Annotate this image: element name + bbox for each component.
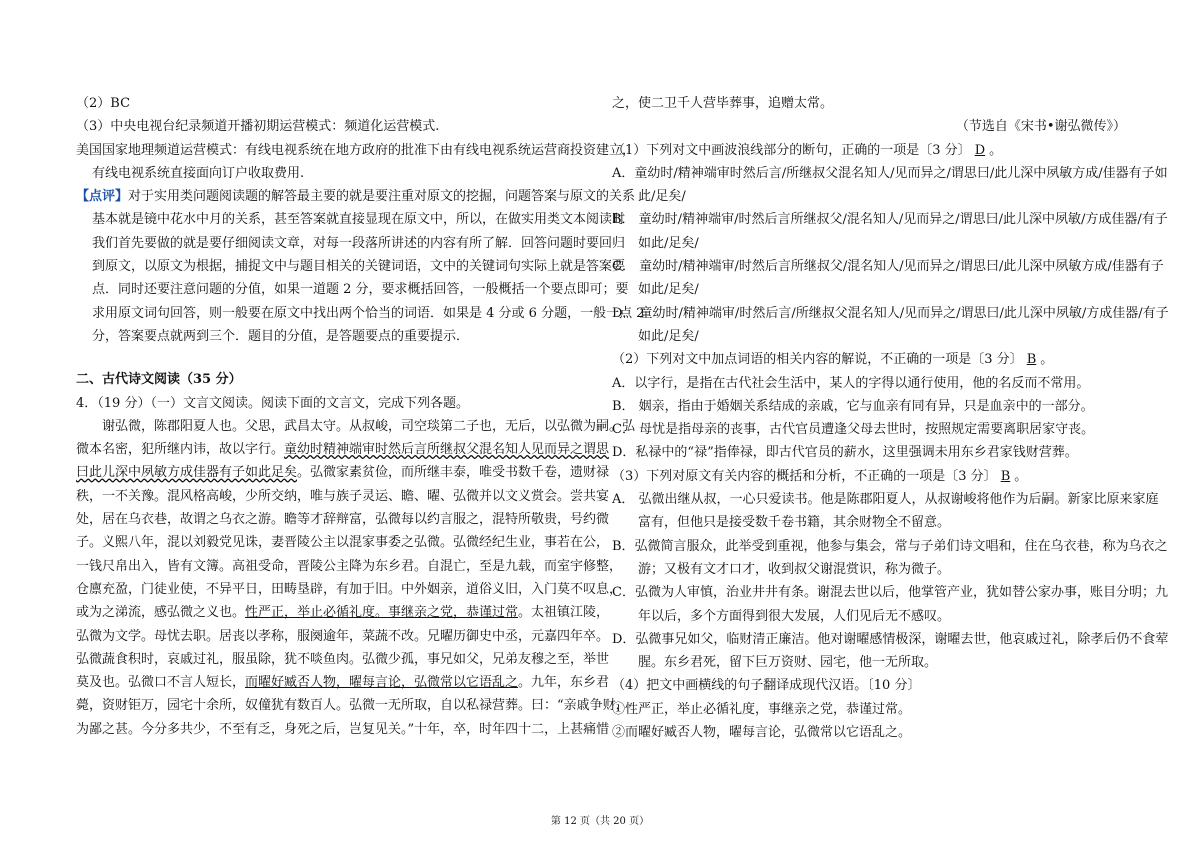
passage-line: 曰此儿深中夙敏方成佳器有子如此足矣。弘微家素贫俭，而所继丰泰，唯受书数千卷，遗财禄 (76, 465, 610, 481)
answer-line-2: （2）BC (76, 96, 131, 111)
underlined-sentence-1: 性严正，举止必循礼度。事继亲之党，恭谨过常 (245, 605, 519, 621)
comment-line-7: 分，答案要点就两到三个．题目的分值，是答题要点的重要提示． (92, 328, 470, 344)
passage-line: 莫及也。弘微口不言人短长，而曜好臧否人物，曜每言论，弘微常以它语乱之。九年，东乡君 (76, 675, 610, 691)
passage-line: 处，居在乌衣巷，故谓之乌衣之游。瞻等才辞辩富，弘微每以约言服之，混特所敬贵，号约微 (76, 512, 610, 528)
question-4-heading: 4．（19 分）（一）文言文阅读。阅读下面的文言文，完成下列各题。 (76, 395, 469, 411)
option-d: D． 童幼时/精神端审/时然后言/所继叔父混名知人/见而异之/谓思曰/此儿深中夙敏/方成佳器/有子 (612, 305, 1169, 321)
passage-line: 微本名密，犯所继内讳，故以字行。童幼时精神端审时然后言所继叔父混名知人见而异之谓思 (76, 442, 610, 458)
comment-text: 对于实用类问题阅读题的解答最主要的就是要注重对原文的挖掘，问题答案与原文的关系 (128, 189, 636, 205)
passage-line: 弘微蔬食积时，哀戚过礼，服虽除，犹不啖鱼肉。弘微少孤，事兄如父，兄弟友穆之至，举世 (76, 651, 610, 667)
answer-line-3b: 美国国家地理频道运营模式：有线电视系统在地方政府的批准下由有线电视系统运营商投资建立， (76, 142, 636, 158)
option-d-cont: 腥。东乡君死，留下巨万资财、园宅，他一无所取。 (638, 655, 938, 671)
option-b-cont: 游；又极有文才口才，收到叔父谢混赏识，称为微子。 (638, 561, 951, 577)
answer-line-3c: 有线电视系统直接面向订户收取费用. (92, 165, 305, 181)
wavy-underline-text: 童幼时精神端审时然后言所继叔父混名知人见而异之谓思 (284, 442, 610, 458)
option-b-cont: 如此/足矣/ (638, 235, 699, 251)
passage-line: 子。义熙八年，混以刘毅党见诛，妻晋陵公主以混家事委之弘微。弘微经纪生业，事若在公， (76, 535, 610, 551)
page-number-footer: 第 12 页（共 20 页） (550, 816, 650, 827)
comment-tag: 【点评】 (76, 189, 129, 205)
option-d-cont: 如此/足矣/ (638, 328, 699, 344)
option-d: D．私禄中的“禄”指俸禄，即古代官员的薪水，这里强调未用东乡君家钱财营葬。 (612, 445, 1078, 461)
left-column (76, 92, 645, 741)
option-b: B．弘微简言服众，此举受到重视，他参与集会，常与子弟们诗文唱和，住在乌衣巷，称为乌衣之 (612, 538, 1168, 554)
answer-blank: D (974, 142, 986, 158)
comment-line-6: 求用原文词句回答，则一般要在原文中找出两个恰当的词语．如果是 4 分或 6 分题，一般一点 2 (92, 305, 645, 321)
section-title: 二、古代诗文阅读（35 分） (76, 372, 242, 388)
passage-line: 谢弘微，陈郡阳夏人也。父思，武昌太守。从叔峻，司空琰第二子也，无后，以弘微为嗣。弘 (102, 418, 636, 434)
option-c-cont: 如此/足矣/ (638, 282, 699, 298)
passage-line: 秩，一不关豫。混风格高峻，少所交纳，唯与族子灵运、瞻、曜、弘微并以文义赏会。尝共宴 (76, 488, 610, 504)
answer-blank: B (1026, 352, 1037, 368)
answer-line-3: （3）中央电视台纪录频道开播初期运营模式：频道化运营模式. (76, 119, 440, 135)
option-a-cont: 此/足矣/ (638, 189, 686, 205)
passage-line: 一钱尺帛出入，皆有文簿。高祖受命，晋陵公主降为东乡君。自混亡，至是九载，而室宇修整， (76, 558, 623, 574)
comment-line-1 (76, 185, 636, 208)
question-4-translate: （4）把文中画横线的句子翻译成现代汉语。〔10 分〕 (612, 678, 921, 694)
option-c-cont: 年以后，多个方面得到很大发展，人们见后无不感叹。 (638, 608, 951, 624)
source-citation: （节选自《宋书•谢弘微传》） (955, 119, 1126, 135)
passage-line: 之，使二卫千人营毕葬事，追赠太常。 (612, 96, 834, 111)
wavy-underline-text: 曰此儿深中夙敏方成佳器有子如此足矣 (76, 465, 298, 481)
comment-line-2: 基本就是镜中花水中月的关系，甚至答案就直接显现在原文中，所以，在做实用类文本阅读时 (92, 212, 626, 228)
answer-blank: B (1000, 468, 1011, 484)
passage-line: 为鄙之甚。今分多共少，不至有乏，身死之后，岂复见关。”十年，卒，时年四十二，上甚痛惜 (76, 721, 610, 737)
translation-answer-2: ②而曜好臧否人物，曜每言论，弘微常以它语乱之。 (612, 725, 912, 741)
right-column (612, 92, 1169, 744)
passage-line: 或为之涕流，感弘微之义也。性严正，举止必循礼度。事继亲之党，恭谨过常。太祖镇江陵， (76, 605, 610, 621)
passage-line: 薨，资财钜万，园宅十余所，奴僮犹有数百人。弘微一无所取，自以私禄营葬。曰：“亲戚争财， (76, 698, 629, 714)
option-b: B． 姻亲，指由于婚姻关系结成的亲戚，它与血亲有同有异，只是血亲中的一部分。 (612, 398, 1094, 414)
option-a: A． 弘微出继从叔，一心只爱读书。他是陈郡阳夏人，从叔谢峻将他作为后嗣。新家比原来家庭 (612, 492, 1159, 508)
comment-line-4: 到原文，以原文为根据，捕捉文中与题目相关的关键词语，文中的关键词句实际上就是答案要 (92, 259, 626, 275)
question-2: （2）下列对文中加点词语的相关内容的解说，不正确的一项是〔3 分〕 B 。 (612, 352, 1054, 368)
translation-answer-1: ①性严正，举止必循礼度，事继亲之党，恭谨过常。 (612, 701, 912, 717)
comment-line-3: 我们首先要做的就是要仔细阅读文章，对每一段落所讲述的内容有所了解．回答问题时要回归 (92, 235, 626, 251)
question-3: （3）下列对原文有关内容的概括和分析，不正确的一项是〔3 分〕 B 。 (612, 468, 1028, 484)
passage-line: 弘微为文学。母忧去职。居丧以孝称，服阕逾年，菜蔬不改。兄曜历御史中丞，元嘉四年卒。 (76, 628, 610, 644)
option-b: B． 童幼时/精神端审/时然后言所继叔父/混名知人/见而异之/谓思曰/此儿深中夙敏/方成佳器/有子 (612, 212, 1168, 228)
option-d: D．弘微事兄如父，临财清正廉洁。他对谢曜感情极深，谢曜去世，他哀戚过礼，除孝后仍不食荤 (612, 631, 1169, 647)
option-a: A．以字行，是指在古代社会生活中，某人的字得以通行使用，他的名反而不常用。 (612, 375, 1090, 391)
question-1: （1）下列对文中画波浪线部分的断句，正确的一项是〔3 分〕 D 。 (612, 142, 1003, 158)
option-c: C． 童幼时/精神端审/时然后言所继叔父/混名知人/见而异之/谓思曰/此儿深中夙敏方成/佳器有子 (612, 259, 1164, 275)
option-a: A．童幼时/精神端审时然后言/所继叔父混名知人/见而异之/谓思曰/此儿深中夙敏方成/佳器有子如 (612, 165, 1168, 181)
passage-line: 仓廪充盈，门徒业使，不异平日，田畴垦辟，有加于旧。中外姻亲，道俗义旧，入门莫不叹息， (76, 581, 623, 597)
option-a-cont: 富有，但他只是接受数千卷书籍，其余财物全不留意。 (638, 515, 951, 531)
option-c: C． 母忧是指母亲的丧事，古代官员遭逢父母去世时，按照规定需要离职居家守丧。 (612, 422, 1095, 438)
comment-line-5: 点．同时还要注意问题的分值，如果一道题 2 分，要求概括回答，一般概括一个要点即可；要 (92, 282, 629, 298)
underlined-sentence-2: 而曜好臧否人物，曜每言论，弘微常以它语乱之 (245, 675, 519, 691)
option-c: C．弘微为人审慎，治业井井有条。谢混去世以后，他掌管产业，犹如替公家办事，账目分明；九 (612, 585, 1168, 601)
